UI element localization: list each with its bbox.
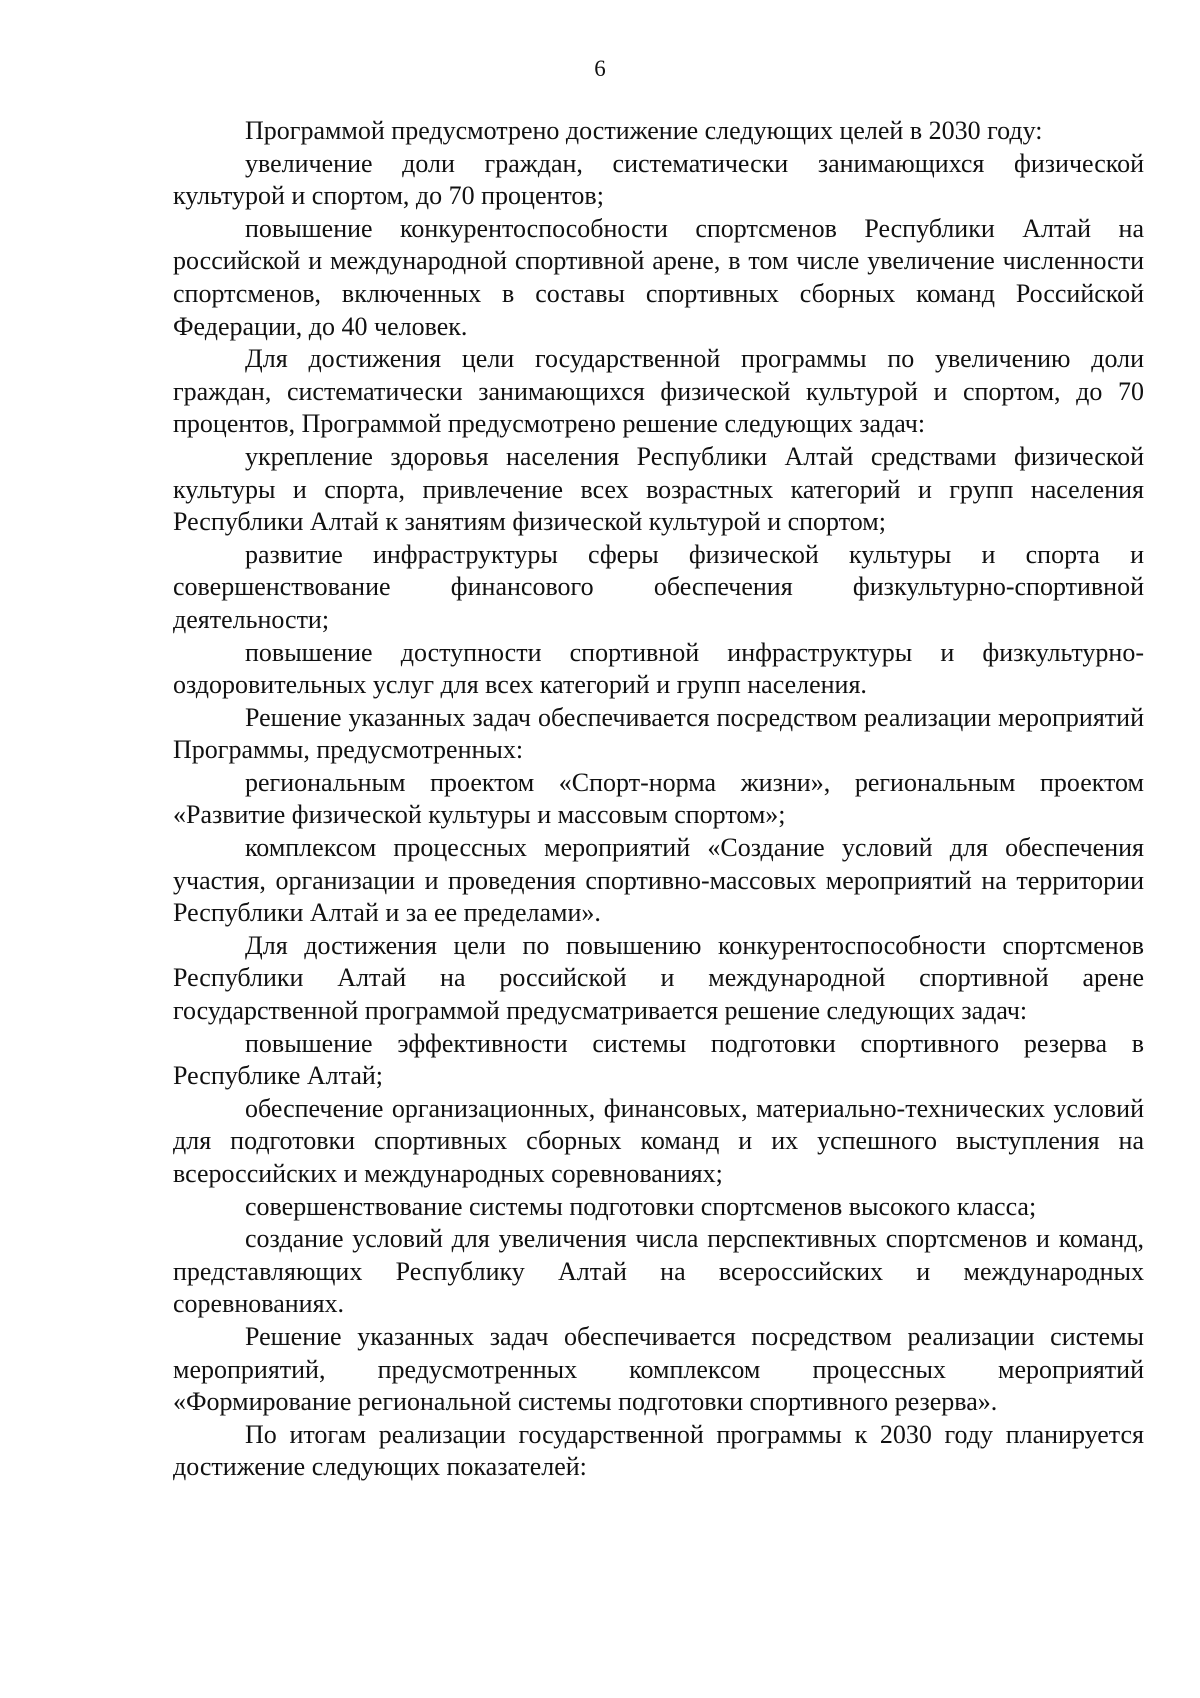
paragraph-solution-intro-2: Решение указанных задач обеспечивается посредством реализации системы мероприятий, предусмотренных комплексом процессных мероприятий «Формирование региональной системы подготовки спортивного резерва».: [173, 1321, 1144, 1417]
paragraph-process-complex-1: комплексом процессных мероприятий «Создание условий для обеспечения участия, организации и проведения спортивно-массовых мероприятий на территории Республики Алтай и за ее пределами».: [173, 833, 1144, 928]
page-number: 6: [594, 56, 606, 81]
paragraph-task-prospective: создание условий для увеличения числа перспективных спортсменов и команд, представляющих Республику Алтай на всероссийских и международных соревнованиях.: [173, 1224, 1144, 1319]
paragraph-task-reserve: повышение эффективности системы подготовки спортивного резерва в Республике Алтай;: [173, 1028, 1144, 1091]
paragraph-task-conditions: обеспечение организационных, финансовых, материально-технических условий для подготовки спортивных сборных команд и их успешного выступления на всероссийских и международных соревнованиях;: [173, 1093, 1144, 1188]
paragraph-task-health: укрепление здоровья населения Республики Алтай средствами физической культуры и спорта, привлечение всех возрастных категорий и групп населения Республики Алтай к занятиям физической культурой и спортом;: [173, 441, 1144, 537]
document-body: [173, 115, 1144, 1484]
paragraph-regional-projects: региональным проектом «Спорт-норма жизни», региональным проектом «Развитие физической культуры и массовым спортом»;: [173, 767, 1144, 830]
paragraph-task-infrastructure: развитие инфраструктуры сферы физической культуры и спорта и совершенствование финансового обеспечения физкультурно-спортивной деятельности;: [173, 539, 1144, 634]
paragraph-tasks-intro-2: Для достижения цели по повышению конкурентоспособности спортсменов Республики Алтай на российской и международной спортивной арене государственной программой предусматривается решение следующих задач:: [173, 930, 1144, 1026]
paragraph-goals-intro: Программой предусмотрено достижение следующих целей в 2030 году:: [245, 116, 1043, 145]
paragraph-task-accessibility: повышение доступности спортивной инфраструктуры и физкультурно-оздоровительных услуг для всех категорий и групп населения.: [173, 637, 1144, 700]
paragraph-tasks-intro-1: Для достижения цели государственной программы по увеличению доли граждан, систематически занимающихся физической культурой и спортом, до 70 процентов, Программой предусмотрено решение следующих задач:: [173, 344, 1144, 439]
paragraph-solution-intro-1: Решение указанных задач обеспечивается посредством реализации мероприятий Программы, предусмотренных:: [173, 702, 1144, 765]
paragraph-task-high-class: совершенствование системы подготовки спортсменов высокого класса;: [245, 1191, 1037, 1221]
paragraph-indicators-intro: По итогам реализации государственной программы к 2030 году планируется достижение следующих показателей:: [173, 1419, 1144, 1482]
paragraph-goal-competitiveness: повышение конкурентоспособности спортсменов Республики Алтай на российской и международной спортивной арене, в том числе увеличение численности спортсменов, включенных в составы спортивных сборных команд Российской Федерации, до 40 человек.: [173, 213, 1144, 341]
paragraph-goal-share-citizens: увеличение доли граждан, систематически занимающихся физической культурой и спортом, до 70 процентов;: [173, 148, 1144, 211]
